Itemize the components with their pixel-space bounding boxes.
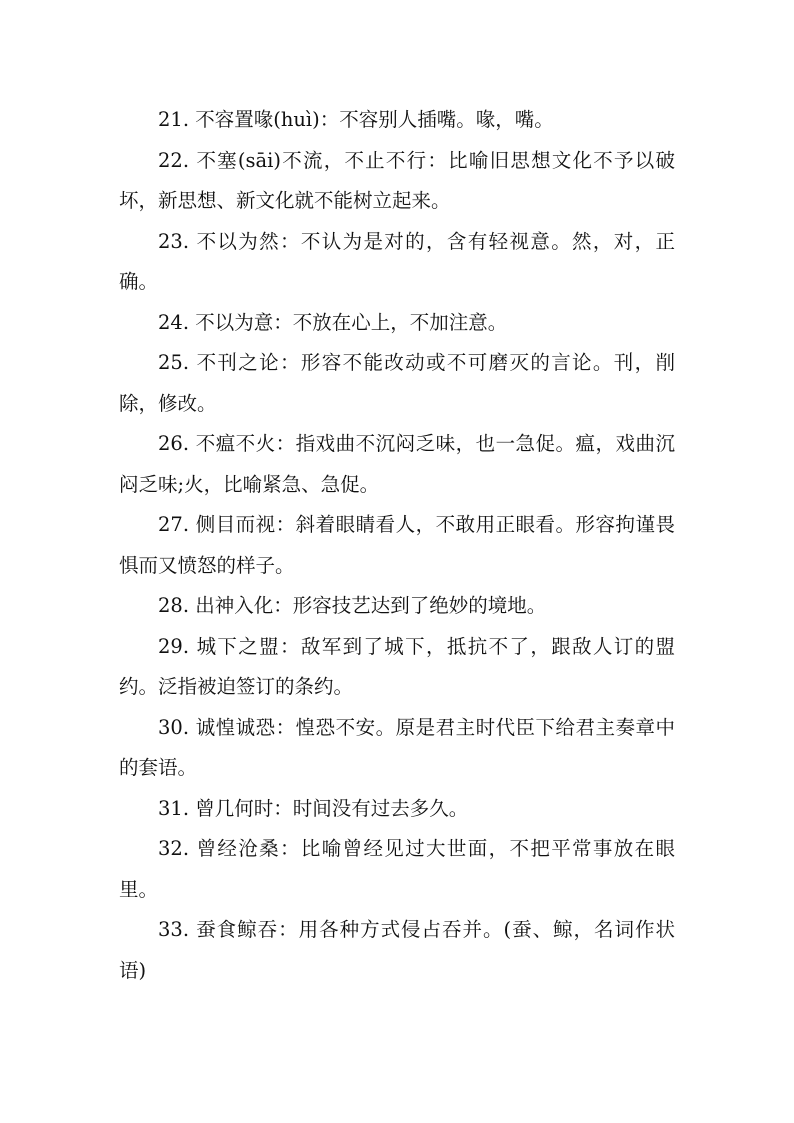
list-item: 29. 城下之盟：敌军到了城下，抵抗不了，跟敌人订的盟约。泛指被迫签订的条约。 (119, 634, 675, 698)
list-item: 21. 不容置喙(huì)：不容别人插嘴。喙，嘴。 (158, 108, 554, 131)
list-item: 28. 出神入化：形容技艺达到了绝妙的境地。 (158, 594, 547, 617)
list-item: 31. 曾几何时：时间没有过去多久。 (158, 796, 469, 820)
list-item: 25. 不刊之论：形容不能改动或不可磨灭的言论。刊，削除，修改。 (119, 351, 675, 415)
idiom-list (119, 100, 675, 991)
list-item: 24. 不以为意：不放在心上，不加注意。 (158, 310, 508, 334)
list-item: 33. 蚕食鲸吞：用各种方式侵占吞并。(蚕、鲸，名词作状语) (119, 918, 675, 982)
list-item: 22. 不塞(sāi)不流，不止不行：比喻旧思想文化不予以破坏，新思想、新文化就不能树立起来。 (119, 148, 675, 212)
list-item: 23. 不以为然：不认为是对的，含有轻视意。然，对，正确。 (119, 229, 675, 293)
list-item: 30. 诚惶诚恐：惶恐不安。原是君主时代臣下给君主奏章中的套语。 (119, 715, 675, 779)
list-item: 32. 曾经沧桑：比喻曾经见过大世面，不把平常事放在眼里。 (119, 837, 675, 901)
list-item: 26. 不瘟不火：指戏曲不沉闷乏味，也一急促。瘟，戏曲沉闷乏味;火，比喻紧急、急促。 (119, 432, 675, 496)
list-item: 27. 侧目而视：斜着眼睛看人，不敢用正眼看。形容拘谨畏惧而又愤怒的样子。 (119, 513, 675, 577)
